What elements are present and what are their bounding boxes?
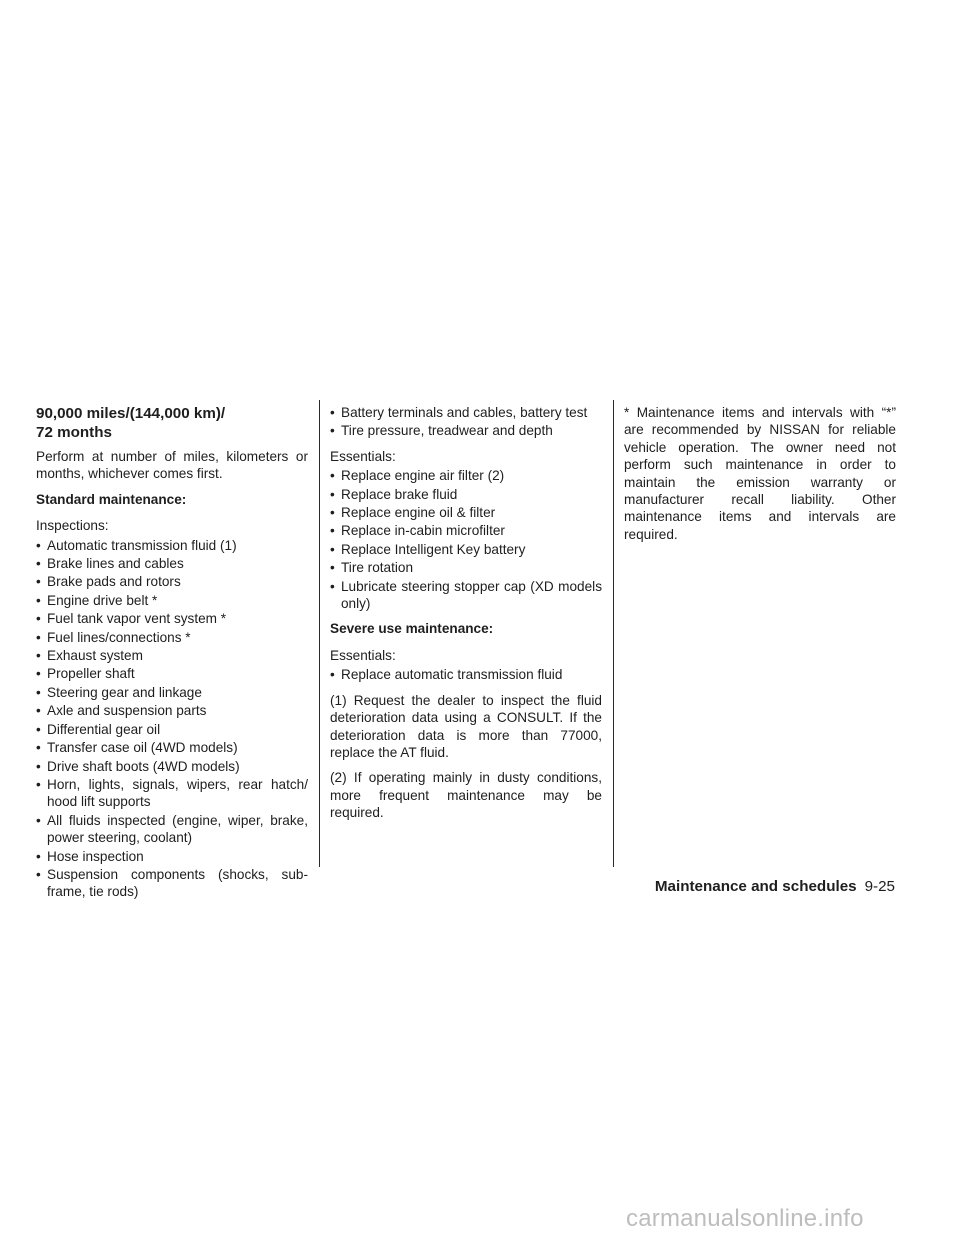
page-footer	[655, 878, 895, 896]
list-item: • Fuel tank vapor vent system *	[36, 610, 308, 627]
watermark: carmanualsonline.info	[626, 1205, 864, 1232]
inspections-list	[36, 537, 308, 901]
list-item: • Automatic transmission fluid (1)	[36, 537, 308, 554]
heading-line-2: 72 months	[36, 424, 112, 441]
essentials-list	[330, 467, 602, 612]
list-item: • All fluids inspected (engine, wiper, brake, power steering, coolant)	[36, 812, 308, 847]
inspections-list-continued	[330, 404, 602, 440]
heading-line-1: 90,000 miles/(144,000 km)/	[36, 405, 226, 422]
list-item: • Suspension components (shocks, sub-frame, tie rods)	[36, 866, 308, 901]
list-item: • Drive shaft boots (4WD models)	[36, 758, 308, 775]
standard-maintenance-heading: Standard maintenance:	[36, 491, 187, 507]
list-item: • Exhaust system	[36, 647, 308, 664]
section-heading	[36, 404, 308, 442]
list-item: • Horn, lights, signals, wipers, rear hatch/ hood lift supports	[36, 776, 308, 811]
list-item: • Propeller shaft	[36, 665, 308, 682]
list-item: • Axle and suspension parts	[36, 702, 308, 719]
list-item: • Battery terminals and cables, battery test	[330, 404, 602, 421]
list-item: • Hose inspection	[36, 848, 308, 865]
list-item: • Replace Intelligent Key battery	[330, 541, 602, 558]
list-item: • Lubricate steering stopper cap (XD models only)	[330, 578, 602, 613]
severe-use-heading: Severe use maintenance:	[330, 621, 494, 637]
severe-essentials-list	[330, 666, 602, 683]
list-item: • Engine drive belt *	[36, 592, 308, 609]
list-item: • Replace brake fluid	[330, 486, 602, 503]
severe-essentials-label: Essentials:	[330, 647, 396, 663]
list-item: • Replace engine oil & filter	[330, 504, 602, 521]
list-item: • Tire rotation	[330, 559, 602, 576]
footnote-2: (2) If operating mainly in dusty conditions, more frequent maintenance may be required.	[330, 770, 602, 821]
intro-text: Perform at number of miles, kilometers or months, whichever comes first.	[36, 449, 308, 482]
left-column	[36, 404, 308, 902]
list-item: • Replace engine air filter (2)	[330, 467, 602, 484]
list-item: • Replace automatic transmission fluid	[330, 666, 602, 683]
middle-column	[330, 404, 602, 830]
list-item: • Brake pads and rotors	[36, 573, 308, 590]
list-item: • Tire pressure, treadwear and depth	[330, 422, 602, 439]
column-divider	[613, 400, 614, 867]
column-divider	[319, 400, 320, 867]
footnote-1: (1) Request the dealer to inspect the fluid deterioration data using a CONSULT. If the deterioration data is more than 77000, replace the AT fluid.	[330, 692, 602, 760]
right-column	[624, 404, 896, 551]
asterisk-note: * Maintenance items and intervals with “*” are recommended by NISSAN for reliable vehicle operation. The owner need not perform such maintenance in order to maintain the emission warranty or manufacturer recall liability. Other maintenance items and intervals are required.	[624, 405, 896, 542]
list-item: • Differential gear oil	[36, 721, 308, 738]
list-item: • Brake lines and cables	[36, 555, 308, 572]
list-item: • Steering gear and linkage	[36, 684, 308, 701]
list-item: • Fuel lines/connections *	[36, 629, 308, 646]
essentials-label: Essentials:	[330, 448, 396, 464]
inspections-label: Inspections:	[36, 518, 109, 534]
list-item: • Transfer case oil (4WD models)	[36, 739, 308, 756]
page-number: 9-25	[864, 878, 895, 895]
footer-section-title: Maintenance and schedules	[654, 878, 857, 895]
list-item: • Replace in-cabin microfilter	[330, 522, 602, 539]
